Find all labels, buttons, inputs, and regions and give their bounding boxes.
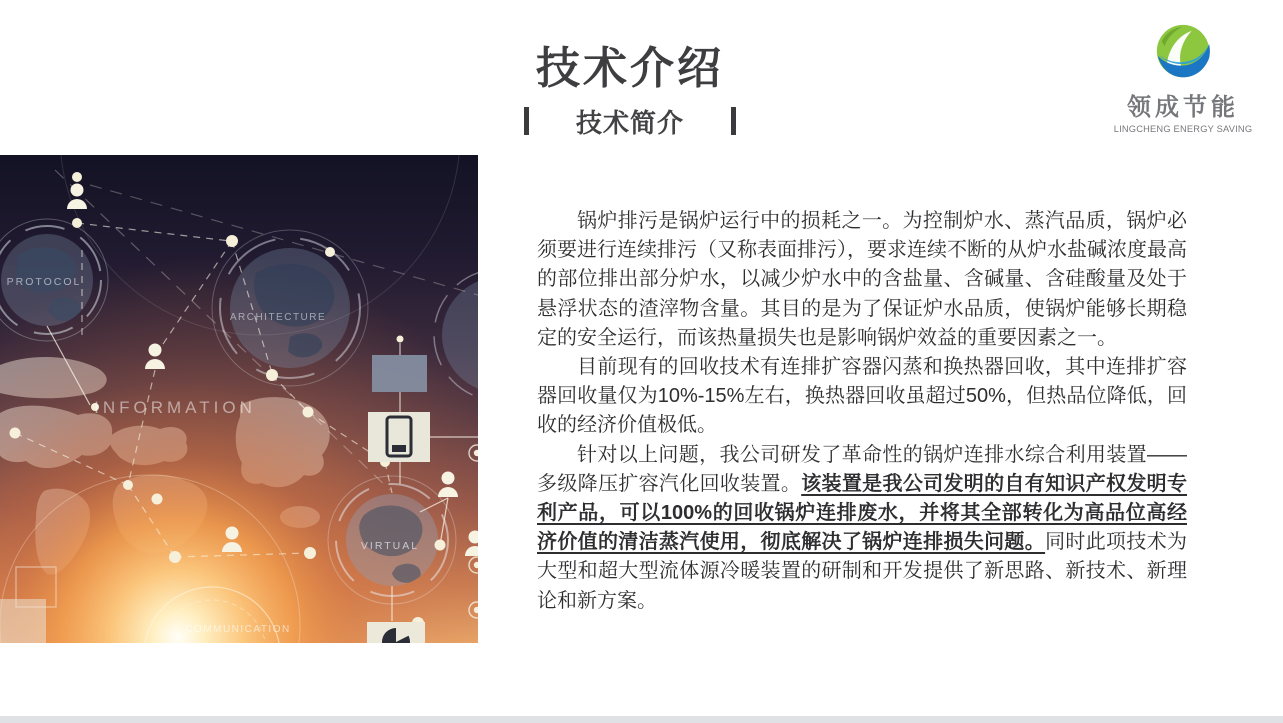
paragraph-2: 目前现有的回收技术有连排扩容器闪蒸和换热器回收，其中连排扩容器回收量仅为10%-15%左右，换热器回收虽超过50%，但热品位降低，回收的经济价值极低。	[537, 356, 1187, 437]
subtitle-text: 技术简介	[575, 107, 684, 138]
paragraph-3-lead: 针对以上问题，我公司研发了革命性的锅炉连排水综合利用装置——多级降压扩容汽化回收装置。	[537, 443, 1187, 495]
subtitle-left-bar	[524, 107, 529, 135]
architecture-label: ARCHITECTURE	[229, 312, 327, 323]
phone-box	[368, 412, 430, 462]
information-label: INFORMATION	[94, 398, 256, 417]
paragraph-1: 锅炉排污是锅炉运行中的损耗之一。为控制炉水、蒸汽品质，锅炉必须要进行连续排污（又称表面排污），要求连续不断的从炉水盐碱浓度最高的部位排出部分炉水，以减少炉水中的含盐量、含碱量、含硅酸量及处于悬浮状态的渣滓物含量。其目的是为了保证炉水品质，使锅炉能够长期稳定的安全运行，而该热量损失也是影响锅炉效益的重要因素之一。	[537, 210, 1187, 349]
paragraph-3	[537, 441, 1187, 616]
paragraph-3-tail: 同时此项技术为大型和超大型流体源冷暖装置的研制和开发提供了新思路、新技术、新理论和新方案。	[537, 531, 1188, 612]
body-text	[537, 207, 1187, 616]
paragraph-3-highlight: 该装置是我公司发明的自有知识产权发明专利产品，可以100%的回收锅炉连排废水，并将其全部转化为高品位高经济价值的清洁蒸汽使用，彻底解决了锅炉连排损失问题。	[537, 472, 1188, 554]
tech-illustration	[0, 155, 478, 643]
communication-label: COMMUNICATION	[185, 624, 291, 635]
subtitle	[524, 105, 736, 137]
chart-box	[367, 622, 425, 643]
page-title: 技术介绍	[536, 44, 724, 93]
protocol-label: PROTOCOL	[6, 276, 82, 288]
company-logo	[1104, 22, 1262, 134]
virtual-label: VIRTUAL	[360, 540, 420, 552]
logo-name-cn: 领成节能	[1127, 94, 1239, 121]
flow-box	[372, 355, 427, 392]
logo-globe-icon	[1152, 22, 1214, 84]
subtitle-right-bar	[731, 107, 736, 135]
logo-name-en: LINGCHENG ENERGY SAVING	[1113, 124, 1253, 134]
bottom-bar	[0, 716, 1283, 723]
